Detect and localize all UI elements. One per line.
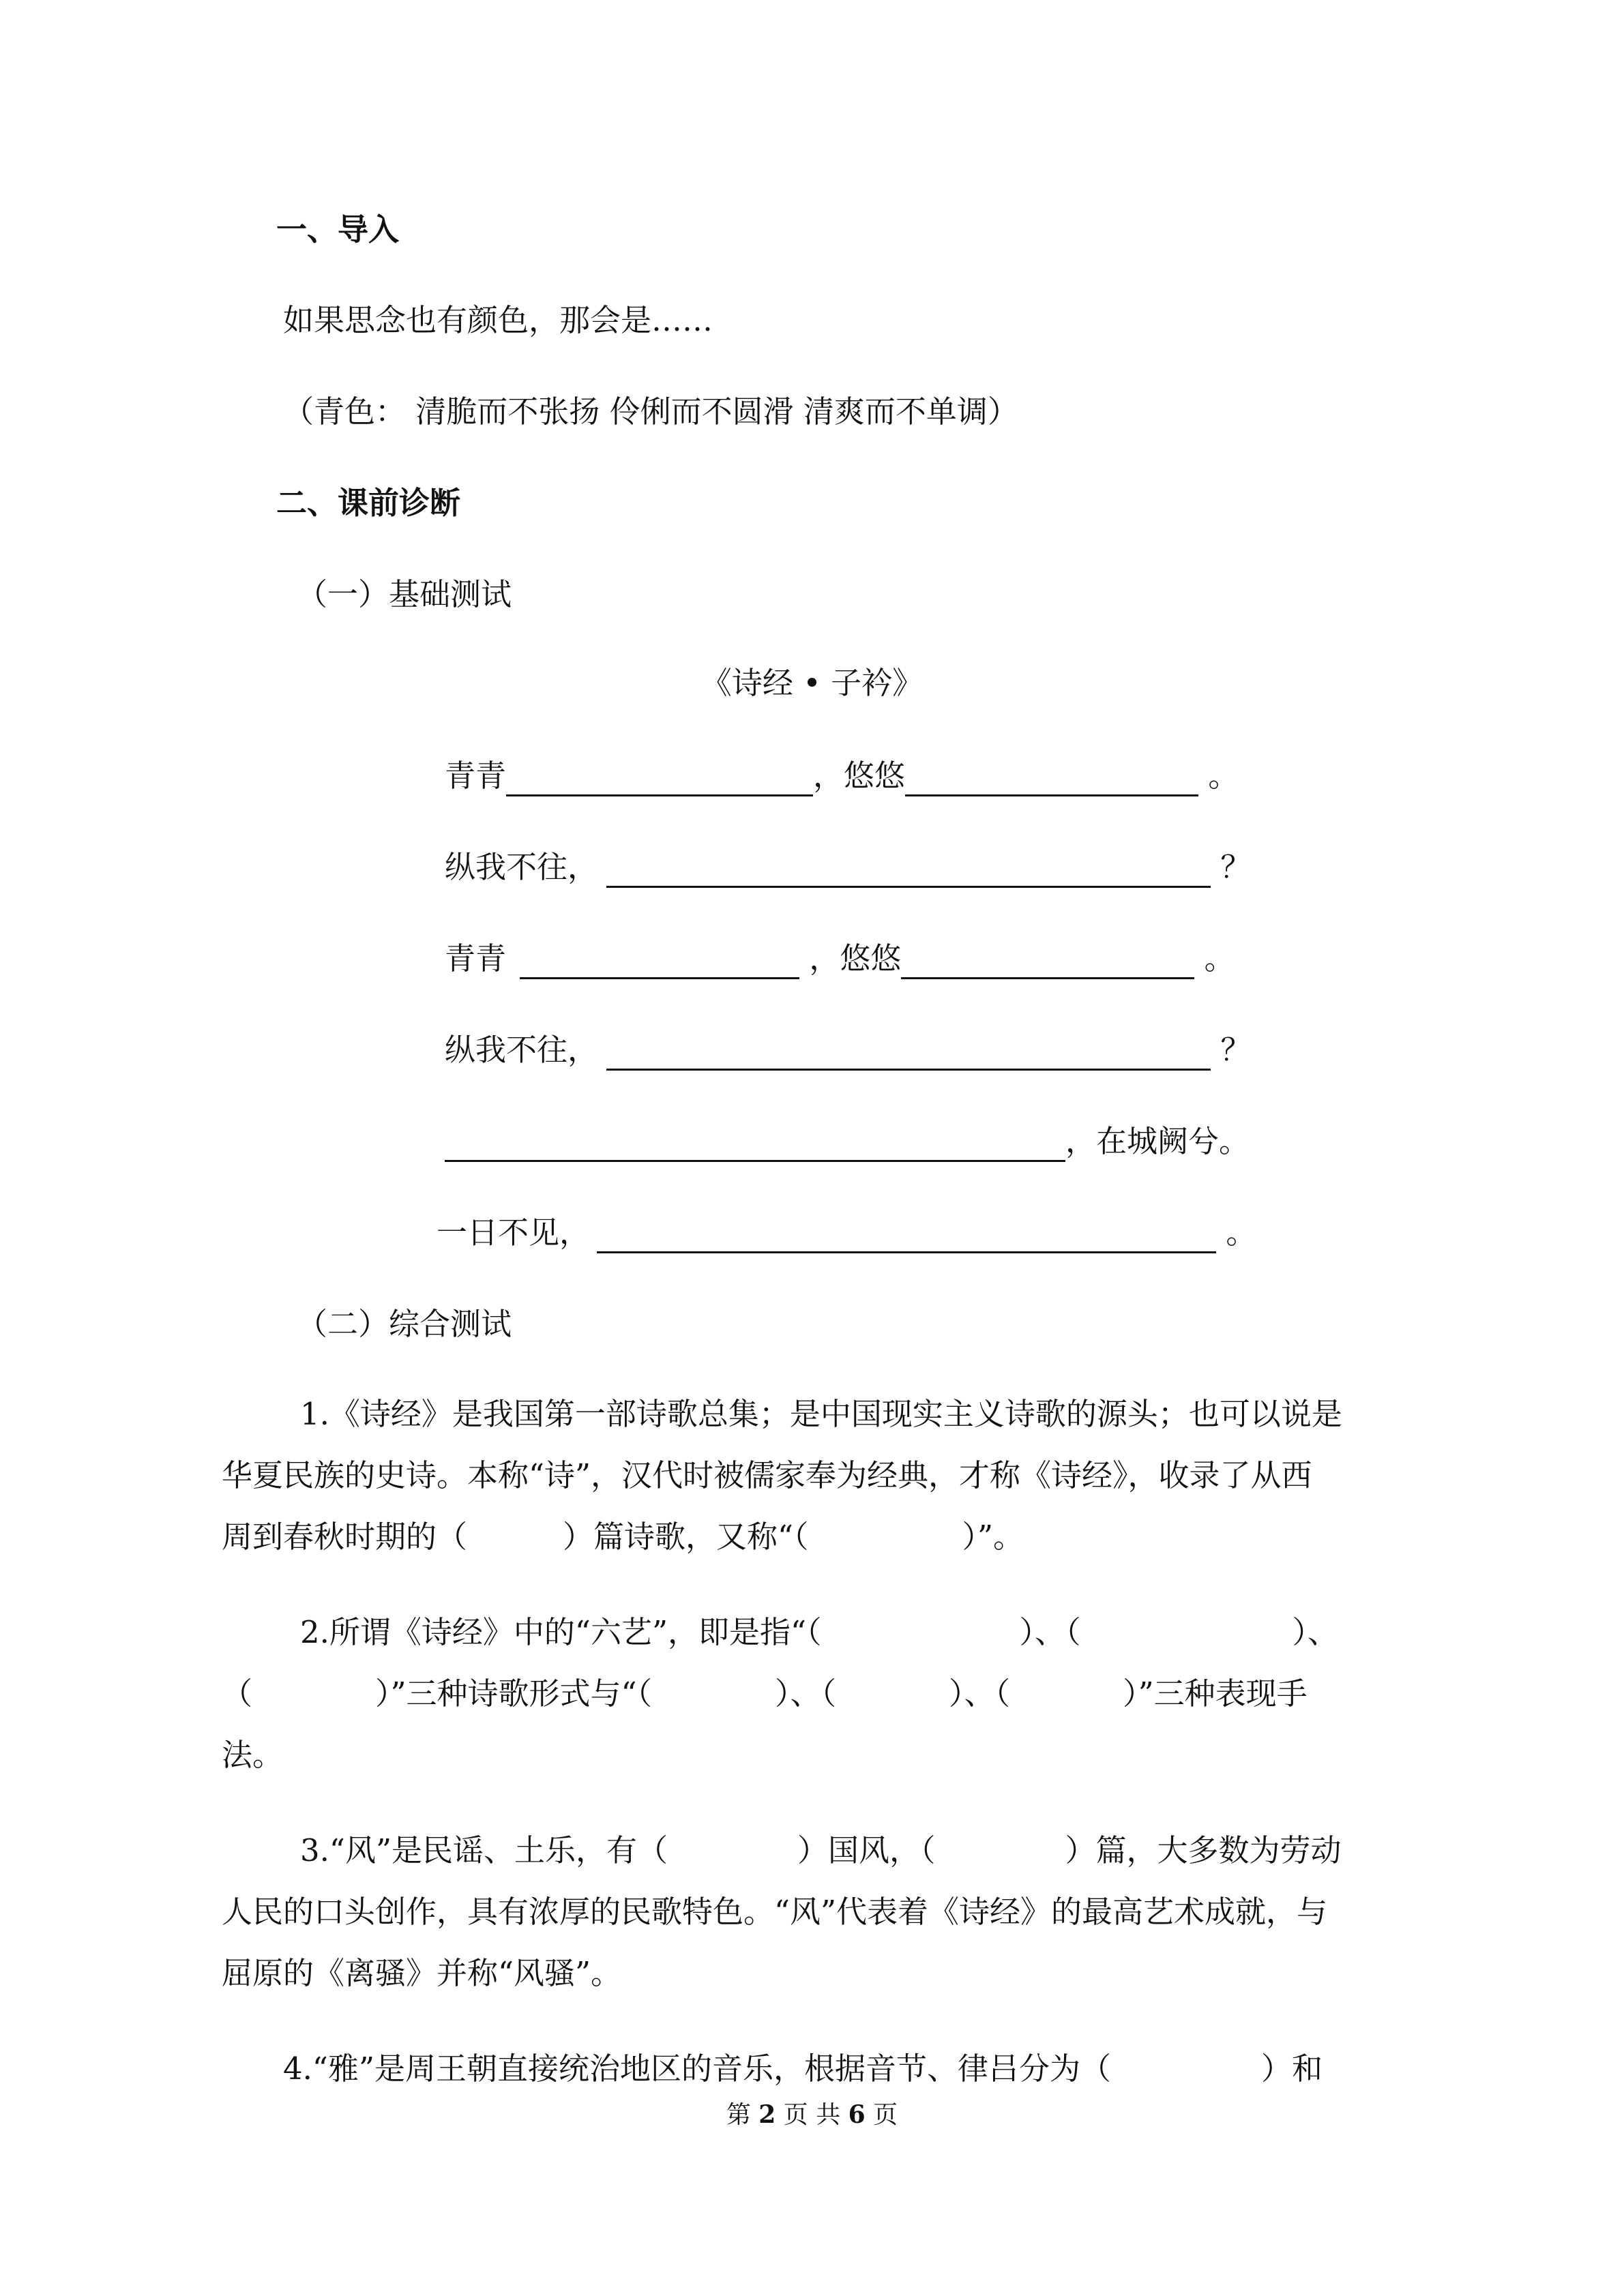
q3-line-1: 3.“风”是民谣、土乐，有（ ）国风，（ ）篇，大多数为劳动 xyxy=(300,1832,1342,1868)
q2-line-3: 法。 xyxy=(222,1737,284,1773)
comprehensive-test-heading: （二）综合测试 xyxy=(297,1306,512,1342)
intro-answer: （青色： 清脆而不张扬 伶俐而不圆滑 清爽而不单调） xyxy=(283,393,1018,430)
q3-line-3: 屈原的《离骚》并称“风骚”。 xyxy=(222,1955,622,1991)
blank[interactable] xyxy=(506,760,813,796)
basic-test-heading: （一）基础测试 xyxy=(297,576,512,612)
poem-line-3: 青青 ，悠悠 。 xyxy=(445,938,1235,979)
q1-line-1: 1.《诗经》是我国第一部诗歌总集；是中国现实主义诗歌的源头；也可以说是 xyxy=(300,1396,1342,1432)
poem-line-5: ，在城阙兮。 xyxy=(445,1121,1250,1162)
blank[interactable] xyxy=(901,943,1194,979)
current-page: 2 xyxy=(758,2100,776,2129)
q1-line-3: 周到春秋时期的（ ）篇诗歌，又称“（ ）”。 xyxy=(222,1519,1024,1555)
total-pages: 6 xyxy=(848,2100,866,2129)
blank[interactable] xyxy=(606,852,1211,888)
section-1-heading: 一、导入 xyxy=(276,211,400,248)
poem-line-4: 纵我不往， ？ xyxy=(445,1030,1251,1071)
poem-line-1: 青青 ，悠悠 。 xyxy=(445,756,1239,796)
intro-question: 如果思念也有颜色，那会是…… xyxy=(283,302,713,338)
q4-line-1: 4.“雅”是周王朝直接统治地区的音乐，根据音节、律吕分为（ ）和 xyxy=(283,2051,1323,2087)
blank[interactable] xyxy=(606,1034,1211,1071)
q3-line-2: 人民的口头创作，具有浓厚的民歌特色。“风”代表着《诗经》的最高艺术成就，与 xyxy=(222,1894,1328,1930)
section-2-heading: 二、课前诊断 xyxy=(276,485,461,521)
q2-line-1: 2.所谓《诗经》中的“六艺”，即是指“（ ）、（ ）、 xyxy=(300,1614,1338,1650)
poem-line-6: 一日不见， 。 xyxy=(437,1212,1256,1253)
poem-title: 《诗经 • 子衿》 xyxy=(700,665,924,701)
blank[interactable] xyxy=(905,760,1198,796)
blank[interactable] xyxy=(445,1126,1065,1162)
poem-line-2: 纵我不往， ？ xyxy=(445,847,1251,888)
page-footer: 第 2 页 共 6 页 xyxy=(726,2100,898,2129)
q2-line-2: （ ）”三种诗歌形式与“（ ）、（ ）、（ ）”三种表现手 xyxy=(222,1675,1308,1712)
blank[interactable] xyxy=(597,1217,1216,1253)
q1-line-2: 华夏民族的史诗。本称“诗”，汉代时被儒家奉为经典，才称《诗经》，收录了从西 xyxy=(222,1457,1312,1493)
blank[interactable] xyxy=(520,943,799,979)
